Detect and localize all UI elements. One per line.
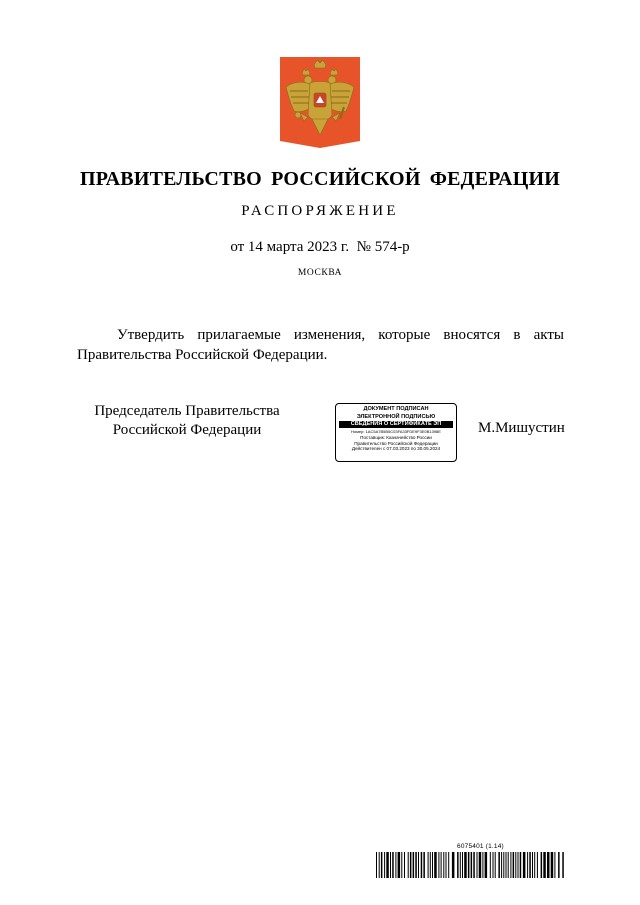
stamp-title-line1: ДОКУМЕНТ ПОДПИСАН — [363, 406, 429, 412]
barcode-icon — [376, 852, 564, 878]
resolution-text: Утвердить прилагаемые изменения, которые вносятся в акты Правительства Российской Федерации. — [77, 327, 564, 363]
stamp-issuer-line2: Правительство Российской Федерации — [354, 440, 438, 446]
signatory-position-line1: Председатель Правительства — [94, 403, 280, 419]
stamp-certificate-band: СВЕДЕНИЯ О СЕРТИФИКАТЕ ЭП — [339, 421, 453, 428]
stamp-issuer-line1: Поставщик: Казначейство России — [360, 435, 432, 440]
document-city: МОСКВА — [297, 268, 343, 278]
document-date-number: от 14 марта 2023 г. № 574-р — [230, 239, 410, 255]
stamp-validity: Действителен с 07.03.2023 по 30.05.2024 — [351, 446, 441, 452]
signatory-position — [77, 402, 297, 440]
coat-of-arms-icon — [278, 55, 362, 150]
signatory-name: М.Мишустин — [478, 420, 565, 436]
signatory-position-line2: Российской Федерации — [112, 422, 262, 438]
government-title: ПРАВИТЕЛЬСТВО РОССИЙСКОЙ ФЕДЕРАЦИИ — [80, 168, 560, 190]
document-type: РАСПОРЯЖЕНИЕ — [241, 203, 399, 219]
stamp-certificate-number: Номер: 1AC5A7B5B5C03FA33FDE9F3E0B1398E — [351, 429, 441, 435]
barcode-label: 6075401 (1.14) — [457, 843, 504, 850]
stamp-title-line2: ЭЛЕКТРОННОЙ ПОДПИСЬЮ — [356, 414, 436, 421]
electronic-signature-stamp — [335, 403, 457, 462]
